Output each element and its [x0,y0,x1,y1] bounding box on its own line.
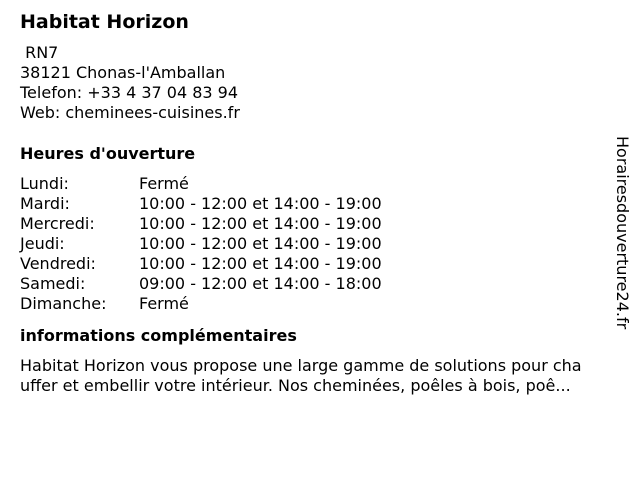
hours-day: Dimanche: [20,294,107,313]
hours-day: Vendredi: [20,254,96,273]
hours-row [20,274,382,294]
hours-time: 10:00 - 12:00 et 14:00 - 19:00 [139,254,382,273]
hours-row [20,174,382,194]
hours-time: Fermé [139,294,189,313]
opening-hours-table [20,174,382,314]
phone-line: Telefon: +33 4 37 04 83 94 [20,83,239,102]
hours-time: 09:00 - 12:00 et 14:00 - 18:00 [139,274,382,293]
hours-row [20,194,382,214]
hours-row [20,254,382,274]
hours-time: Fermé [139,174,189,193]
hours-row [20,234,382,254]
hours-day: Jeudi: [20,234,65,253]
business-card [20,10,620,396]
hours-day: Mardi: [20,194,70,213]
address-city: 38121 Chonas-l'Amballan [20,63,226,82]
hours-day: Mercredi: [20,214,95,233]
business-name: Habitat Horizon [20,11,189,33]
hours-row [20,294,382,314]
opening-hours-title: Heures d'ouverture [20,144,196,163]
address-street: RN7 [20,43,59,62]
hours-time: 10:00 - 12:00 et 14:00 - 19:00 [139,194,382,213]
hours-row [20,214,382,234]
description-text [20,356,630,396]
hours-time: 10:00 - 12:00 et 14:00 - 19:00 [139,214,382,233]
description-line: Habitat Horizon vous propose une large gamme de solutions pour cha [20,356,582,375]
hours-day: Samedi: [20,274,86,293]
hours-day: Lundi: [20,174,69,193]
additional-info-title: informations complémentaires [20,326,297,345]
description-line: uffer et embellir votre intérieur. Nos cheminées, poêles à bois, poê... [20,376,571,395]
site-watermark: Horairesdouverture24.fr [613,136,632,330]
web-line: Web: cheminees-cuisines.fr [20,103,240,122]
hours-time: 10:00 - 12:00 et 14:00 - 19:00 [139,234,382,253]
address-block [20,43,620,123]
